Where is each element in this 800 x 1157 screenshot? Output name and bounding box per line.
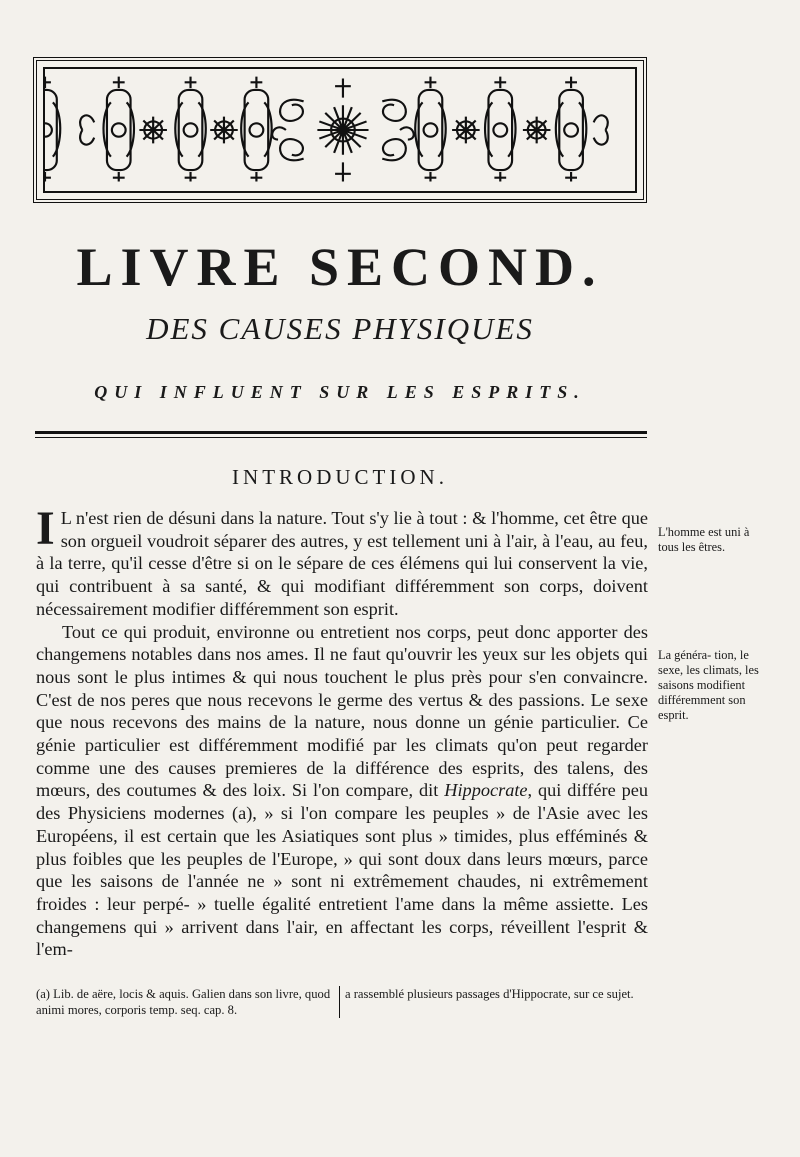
body-text xyxy=(36,502,648,961)
footnotes xyxy=(36,986,648,1018)
drop-cap: I xyxy=(36,502,55,555)
book-subtitle: DES CAUSES PHYSIQUES xyxy=(146,311,534,346)
paragraph-2-text-b: , qui différe peu des Physiciens modernes (a), » si l'on compare les peuples » de l'Asie avec les Européens, il est certain que les Asiatiques sont plus » timides, plus efféminés & plus foibles que les peuples de l'Europe, » qui sont doux dans leurs mœurs, parce que les saisons de l'année ne » sont ni extrêmement chaudes, ni extrêmement froides : leur perpé- » tuelle égalité entretient l'ame dans la même assiette. Les changemens qui » arrivent dans l'air, en affectant les corps, réveillent l'esprit & l'em- xyxy=(36,780,648,960)
book-subsubtitle: QUI INFLUENT SUR LES ESPRITS. xyxy=(94,382,586,402)
paragraph-1-text: L n'est rien de désuni dans la nature. Tout s'y lie à tout : & l'homme, cet être que son orgueil voudroit séparer des autres, y est tellement uni à l'air, à l'eau, au feu, à la terre, qu'il cesse d'être si on le sépare de ces élémens qui lui conservent la vie, qui contribuent à sa santé, & qui modifiant différemment son corps, doivent nécessairement modifier différemment son esprit. xyxy=(36,508,648,619)
ornamental-headpiece xyxy=(33,57,647,203)
divider-rule xyxy=(35,431,647,438)
paragraph-2 xyxy=(36,621,648,962)
margin-note-2: La généra- tion, le sexe, les climats, les saisons modifient différemment son esprit. xyxy=(658,648,759,722)
fleuron-ornament-icon xyxy=(45,69,635,191)
paragraph-1 xyxy=(36,502,648,621)
footnote-right: a rassemblé plusieurs passages d'Hippocrate, sur ce sujet. xyxy=(339,986,644,1018)
paragraph-2-text-a: Tout ce qui produit, environne ou entretient nos corps, peut donc apporter des changemens notables dans nos ames. Il ne faut qu'ouvrir les yeux sur les objets qui nous sont le plus intimes & qui nous touchent le plus près pour s'en convaincre. C'est de nos peres que nous recevons le germe des vertus & des passions. Le sexe que nous recevons des mains de la nature, nous donne un génie particulier. Ce génie particulier est différemment modifié par les climats qu'on peut regarder comme une des causes premieres de la différence des esprits, des talens, des mœurs, des coutumes & des loix. Si l'on compare, dit xyxy=(36,621,648,801)
book-title: LIVRE SECOND. xyxy=(76,237,604,297)
author-name: Hippocrate xyxy=(444,780,528,801)
margin-note-1: L'homme est uni à tous les êtres. xyxy=(658,525,750,554)
section-heading: INTRODUCTION. xyxy=(232,465,448,489)
footnote-left: (a) Lib. de aëre, locis & aquis. Galien dans son livre, quod animi mores, corporis temp. seq. cap. 8. xyxy=(36,987,331,1017)
